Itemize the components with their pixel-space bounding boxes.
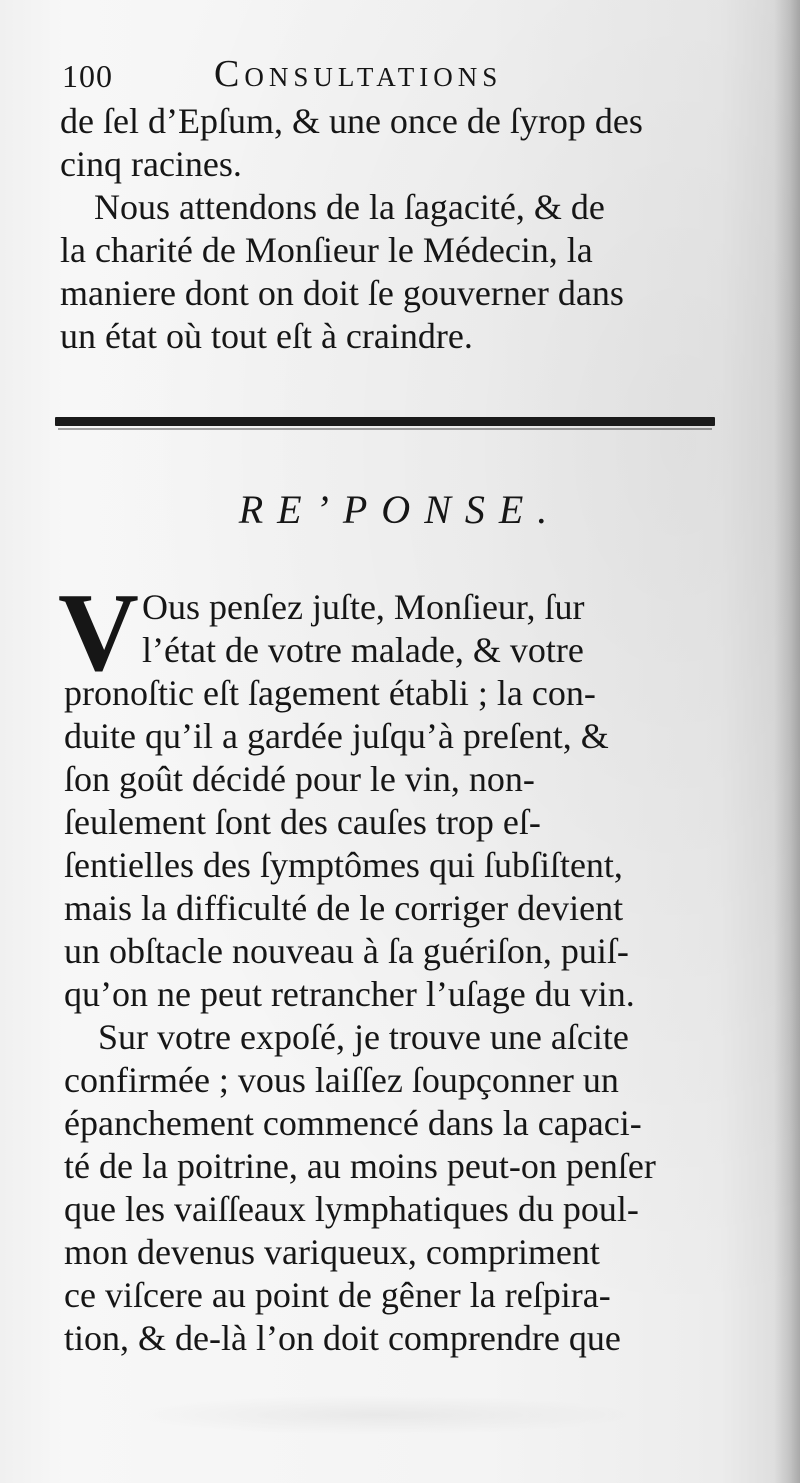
- text-line: tion, & de-là l’on doit comprendre que: [64, 1318, 621, 1358]
- text-line: ſentielles des ſymptômes qui ſubſiſtent,: [64, 845, 623, 885]
- text-line: pronoſtic eſt ſagement établi ; la con-: [64, 673, 596, 713]
- text-line: mon devenus variqueux, compriment: [64, 1232, 600, 1272]
- text-line: qu’on ne peut retrancher l’uſage du vin.: [64, 974, 635, 1014]
- section-heading: RE’PONSE.: [238, 487, 562, 532]
- text-line: que les vaiſſeaux lymphatiques du poul-: [64, 1189, 639, 1229]
- text-line: ſeulement ſont des cauſes trop eſ-: [64, 802, 541, 842]
- page-number: 100: [62, 58, 113, 94]
- text-line: Nous attendons de la ſagacité, & de: [94, 187, 605, 227]
- section-divider-rule: [55, 417, 715, 426]
- text-line: la charité de Monſieur le Médecin, la: [60, 230, 593, 270]
- page-header: [62, 52, 722, 96]
- text-line: té de la poitrine, au moins peut-on penſer: [64, 1146, 656, 1186]
- response-text: [64, 586, 732, 1360]
- text-line: ſon goût décidé pour le vin, non-: [64, 759, 535, 799]
- text-line: duite qu’il a gardée juſqu’à preſent, &: [64, 716, 609, 756]
- paper-smudge: [120, 1395, 640, 1435]
- text-line: maniere dont on doit ſe gouverner dans: [60, 273, 624, 313]
- text-line: mais la difficulté de le corriger devient: [64, 888, 624, 928]
- text-line: confirmée ; vous laiſſez ſoupçonner un: [64, 1060, 619, 1100]
- text-line: cinq racines.: [60, 144, 242, 184]
- text-line: de ſel d’Epſum, & une once de ſyrop des: [60, 101, 643, 141]
- text-line: ce viſcere au point de gêner la reſpira-: [64, 1275, 611, 1315]
- text-line: l’état de votre malade, & votre: [142, 630, 584, 670]
- previous-consultation-text: [60, 100, 732, 358]
- running-title: Consultations: [214, 53, 503, 95]
- text-line: Sur votre expoſé, je trouve une aſcite: [98, 1017, 629, 1057]
- text-line: un état où tout eſt à craindre.: [60, 316, 473, 356]
- section-divider-rule-shadow: [58, 428, 712, 430]
- text-line: un obſtacle nouveau à ſa guériſon, puiſ-: [64, 931, 629, 971]
- text-line: Ous penſez juſte, Monſieur, ſur: [142, 587, 585, 627]
- text-line: épanchement commencé dans la capaci-: [64, 1103, 642, 1143]
- drop-cap-letter: V: [58, 571, 139, 695]
- page-gutter-shadow: [774, 0, 800, 1483]
